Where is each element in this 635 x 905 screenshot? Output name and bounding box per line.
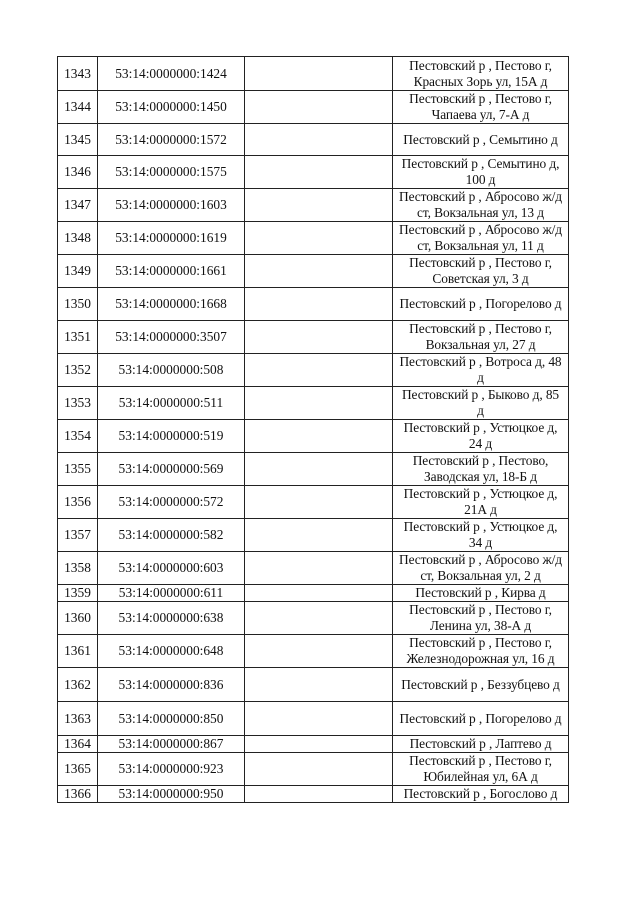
address-cell (393, 420, 569, 453)
row-number-cell: 1349 (58, 255, 98, 288)
row-number-cell: 1358 (58, 552, 98, 585)
address-cell (393, 124, 569, 156)
row-number-cell: 1350 (58, 288, 98, 321)
address-line: Пестовский р , Лаптево д (409, 736, 552, 751)
address-cell (393, 668, 569, 702)
address-line: д (477, 403, 484, 418)
row-number-cell: 1357 (58, 519, 98, 552)
address-line: Чапаева ул, 7-А д (431, 107, 530, 122)
address-cell (393, 387, 569, 420)
address-line: Пестовский р , Семытино д (403, 131, 558, 147)
table-row (58, 387, 569, 420)
cadastral-number-cell: 53:14:0000000:1450 (98, 91, 245, 124)
address-line: Пестовский р , Семытино д, (401, 156, 560, 171)
row-number-cell: 1348 (58, 222, 98, 255)
cadastral-number-cell: 53:14:0000000:638 (98, 602, 245, 635)
address-cell (393, 189, 569, 222)
address-line: Пестовский р , Абросово ж/д (399, 189, 562, 204)
address-cell (393, 222, 569, 255)
address-line: Пестовский р , Пестово г, (409, 57, 552, 73)
row-number-cell: 1366 (58, 786, 98, 803)
cadastral-number-cell: 53:14:0000000:1424 (98, 57, 245, 91)
cadastral-number-cell: 53:14:0000000:1661 (98, 255, 245, 288)
table-row (58, 321, 569, 354)
cadastral-number-cell: 53:14:0000000:508 (98, 354, 245, 387)
address-line: Пестовский р , Вотроса д, 48 (399, 354, 562, 369)
blank-cell (245, 255, 393, 288)
blank-cell (245, 387, 393, 420)
address-line: Вокзальная ул, 27 д (425, 337, 536, 352)
blank-cell (245, 736, 393, 753)
address-line: ст, Вокзальная ул, 2 д (420, 568, 541, 583)
table-row (58, 519, 569, 552)
blank-cell (245, 552, 393, 585)
cadastral-number-cell: 53:14:0000000:950 (98, 786, 245, 803)
blank-cell (245, 124, 393, 156)
blank-cell (245, 635, 393, 668)
table-row (58, 288, 569, 321)
address-line: Пестовский р , Кирва д (415, 585, 546, 600)
address-line: Пестовский р , Беззубцево д (401, 676, 560, 692)
address-cell (393, 57, 569, 91)
table-row (58, 585, 569, 602)
row-number-cell: 1347 (58, 189, 98, 222)
address-line: Пестовский р , Абросово ж/д (399, 222, 562, 237)
table-row (58, 702, 569, 736)
address-line: Пестовский р , Пестово г, (409, 321, 552, 336)
cadastral-number-cell: 53:14:0000000:519 (98, 420, 245, 453)
address-cell (393, 552, 569, 585)
blank-cell (245, 420, 393, 453)
address-cell (393, 288, 569, 321)
cadastral-number-cell: 53:14:0000000:648 (98, 635, 245, 668)
cadastral-number-cell: 53:14:0000000:582 (98, 519, 245, 552)
blank-cell (245, 486, 393, 519)
cadastral-number-cell: 53:14:0000000:569 (98, 453, 245, 486)
address-cell (393, 519, 569, 552)
address-cell (393, 753, 569, 786)
address-line: Железнодорожная ул, 16 д (406, 651, 555, 666)
address-line: Ленина ул, 38-А д (429, 618, 532, 633)
row-number-cell: 1364 (58, 736, 98, 753)
address-line: Пестовский р , Быково д, 85 (401, 387, 560, 402)
table-row (58, 222, 569, 255)
address-line: Пестовский р , Погорелово д (399, 710, 562, 726)
address-line: 100 д (465, 172, 496, 187)
address-line: ст, Вокзальная ул, 11 д (417, 238, 544, 253)
address-cell (393, 736, 569, 753)
table-row (58, 57, 569, 91)
blank-cell (245, 786, 393, 803)
table-row (58, 124, 569, 156)
blank-cell (245, 156, 393, 189)
row-number-cell: 1362 (58, 668, 98, 702)
address-cell (393, 602, 569, 635)
address-cell (393, 91, 569, 124)
registry-table (57, 56, 569, 803)
address-cell (393, 786, 569, 803)
address-line: ст, Вокзальная ул, 13 д (417, 205, 544, 220)
address-cell (393, 321, 569, 354)
address-line: Пестовский р , Пестово г, (409, 91, 552, 106)
blank-cell (245, 321, 393, 354)
table-row (58, 156, 569, 189)
registry-table-body (58, 57, 569, 803)
cadastral-number-cell: 53:14:0000000:1619 (98, 222, 245, 255)
cadastral-number-cell: 53:14:0000000:923 (98, 753, 245, 786)
blank-cell (245, 453, 393, 486)
row-number-cell: 1361 (58, 635, 98, 668)
address-cell (393, 702, 569, 736)
address-cell (393, 453, 569, 486)
address-line: Пестовский р , Пестово г, (409, 635, 552, 650)
blank-cell (245, 702, 393, 736)
address-line: 21А д (464, 502, 497, 517)
address-cell (393, 486, 569, 519)
blank-cell (245, 222, 393, 255)
address-line: Заводская ул, 18-Б д (424, 469, 537, 484)
blank-cell (245, 288, 393, 321)
row-number-cell: 1346 (58, 156, 98, 189)
cadastral-number-cell: 53:14:0000000:1572 (98, 124, 245, 156)
cadastral-number-cell: 53:14:0000000:1668 (98, 288, 245, 321)
row-number-cell: 1363 (58, 702, 98, 736)
address-line: Пестовский р , Абросово ж/д (399, 552, 562, 567)
cadastral-number-cell: 53:14:0000000:867 (98, 736, 245, 753)
row-number-cell: 1351 (58, 321, 98, 354)
table-row (58, 91, 569, 124)
row-number-cell: 1360 (58, 602, 98, 635)
table-row (58, 453, 569, 486)
row-number-cell: 1355 (58, 453, 98, 486)
table-row (58, 668, 569, 702)
address-line: Юбилейная ул, 6А д (423, 769, 538, 784)
address-line: Пестовский р , Пестово г, (409, 602, 552, 617)
blank-cell (245, 602, 393, 635)
table-row (58, 602, 569, 635)
address-cell (393, 255, 569, 288)
table-row (58, 736, 569, 753)
blank-cell (245, 519, 393, 552)
blank-cell (245, 91, 393, 124)
address-line: Советская ул, 3 д (432, 271, 529, 286)
address-line: Пестовский р , Устюцкое д, (403, 519, 558, 534)
table-row (58, 486, 569, 519)
blank-cell (245, 668, 393, 702)
cadastral-number-cell: 53:14:0000000:1603 (98, 189, 245, 222)
address-line: д (477, 370, 484, 385)
blank-cell (245, 189, 393, 222)
address-line: 24 д (468, 436, 493, 451)
row-number-cell: 1356 (58, 486, 98, 519)
table-row (58, 354, 569, 387)
address-line: Пестовский р , Устюцкое д, (403, 420, 558, 435)
cadastral-number-cell: 53:14:0000000:603 (98, 552, 245, 585)
cadastral-number-cell: 53:14:0000000:836 (98, 668, 245, 702)
address-line: Красных Зорь ул, 15А д (413, 73, 548, 89)
address-line: Пестовский р , Пестово г, (409, 753, 552, 768)
row-number-cell: 1365 (58, 753, 98, 786)
address-line: Пестовский р , Погорелово д (399, 296, 562, 311)
address-cell (393, 354, 569, 387)
blank-cell (245, 354, 393, 387)
cadastral-number-cell: 53:14:0000000:511 (98, 387, 245, 420)
table-row (58, 255, 569, 288)
blank-cell (245, 57, 393, 91)
row-number-cell: 1343 (58, 57, 98, 91)
address-line: Пестовский р , Устюцкое д, (403, 486, 558, 501)
address-cell (393, 635, 569, 668)
row-number-cell: 1354 (58, 420, 98, 453)
table-row (58, 552, 569, 585)
address-line: Пестовский р , Богослово д (403, 786, 558, 801)
table-row (58, 189, 569, 222)
address-line: Пестовский р , Пестово г, (409, 255, 552, 270)
table-row (58, 753, 569, 786)
address-cell (393, 156, 569, 189)
row-number-cell: 1345 (58, 124, 98, 156)
row-number-cell: 1359 (58, 585, 98, 602)
address-line: Пестовский р , Пестово, (412, 453, 549, 468)
address-line: 34 д (468, 535, 493, 550)
cadastral-number-cell: 53:14:0000000:1575 (98, 156, 245, 189)
table-row (58, 786, 569, 803)
table-row (58, 420, 569, 453)
row-number-cell: 1352 (58, 354, 98, 387)
cadastral-number-cell: 53:14:0000000:3507 (98, 321, 245, 354)
address-cell (393, 585, 569, 602)
row-number-cell: 1353 (58, 387, 98, 420)
blank-cell (245, 585, 393, 602)
cadastral-number-cell: 53:14:0000000:572 (98, 486, 245, 519)
cadastral-number-cell: 53:14:0000000:850 (98, 702, 245, 736)
row-number-cell: 1344 (58, 91, 98, 124)
blank-cell (245, 753, 393, 786)
cadastral-number-cell: 53:14:0000000:611 (98, 585, 245, 602)
table-row (58, 635, 569, 668)
